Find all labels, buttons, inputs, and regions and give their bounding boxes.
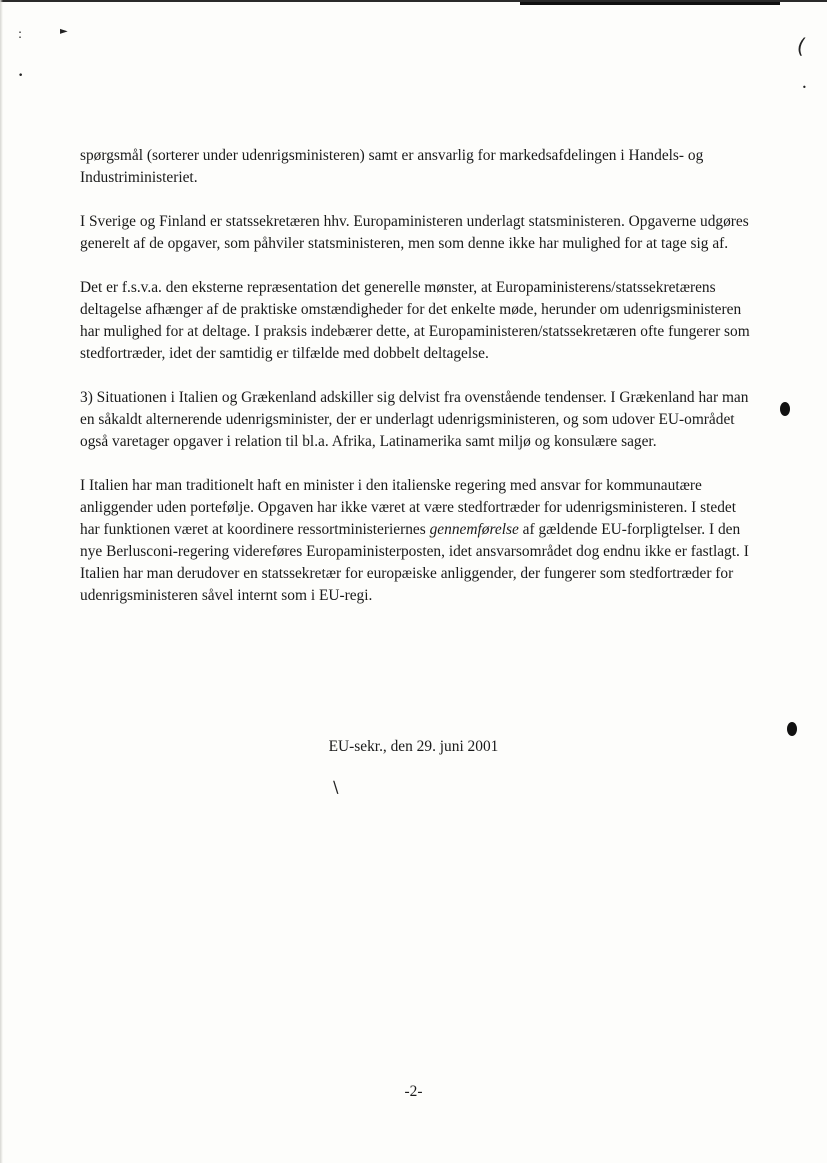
emphasized-word: gennemførelse bbox=[429, 521, 519, 538]
scan-speck: • bbox=[802, 83, 807, 92]
punch-hole-mark bbox=[780, 402, 790, 416]
scan-top-edge bbox=[0, 0, 827, 8]
scan-speck: ( bbox=[797, 34, 805, 58]
scan-top-edge-heavy bbox=[520, 2, 780, 5]
paragraph-text: af gældende EU-forpligtelser. I den nye Berlusconi-regering videreføres Europaministerposten, idet ansvarsområdet dog endnu ikke er fastlagt. I Italien har man derudover en statssekretær for europæiske anliggender, der fungerer som stedfortræder for udenrigsministeren såvel internt som i EU-regi. bbox=[80, 521, 749, 604]
scan-speck: • bbox=[18, 71, 24, 81]
scan-left-edge bbox=[0, 0, 3, 1163]
paragraph bbox=[80, 475, 755, 607]
scan-speck: ∖ bbox=[330, 778, 341, 797]
signoff-date: EU-sekr., den 29. juni 2001 bbox=[328, 738, 499, 755]
scan-speck: : bbox=[18, 27, 23, 41]
punch-hole-mark bbox=[787, 722, 797, 736]
paragraph: spørgsmål (sorterer under udenrigsministeren) samt er ansvarlig for markedsafdelingen i Handels- og Industriministeriet. bbox=[80, 147, 704, 186]
paragraph: Det er f.s.v.a. den eksterne repræsentation det generelle mønster, at Europaministerens/statssekretærens deltagelse afhænger af de praktiske omstændigheder for det enkelte møde, herunder om udenrigsministeren har mulighed for at deltage. I praksis indebærer dette, at Europaministeren/statssekretæren ofte fungerer som stedfortræder, idet der samtidig er tilfælde med dobbelt deltagelse. bbox=[80, 279, 750, 362]
body-text bbox=[80, 145, 755, 629]
paragraph: I Sverige og Finland er statssekretæren hhv. Europaministeren underlagt statsministeren. Opgaverne udgøres generelt af de opgaver, som påhviler statsministeren, men som denne ikke har mulighed for at tage sig af. bbox=[80, 213, 749, 252]
page-number: -2- bbox=[404, 1083, 423, 1100]
paragraph-text: I Italien har man traditionelt haft en minister i den italienske regering med ansvar for kommunautære anliggender uden portefølje. Opgaven har ikke været at være stedfortræder for udenrigsministeren. I stedet har funktionen været at koordinere ressortministeriernes bbox=[80, 477, 737, 538]
paragraph: 3) Situationen i Italien og Grækenland adskiller sig delvist fra ovenstående tendenser. I Grækenland har man en såkaldt alternerende udenrigsminister, der er underlagt udenrigsministeren, og som udover EU-området også varetager opgaver i relation til bl.a. Afrika, Latinamerika samt miljø og konsulære sager. bbox=[80, 389, 749, 450]
scan-speck: ► bbox=[60, 26, 68, 37]
